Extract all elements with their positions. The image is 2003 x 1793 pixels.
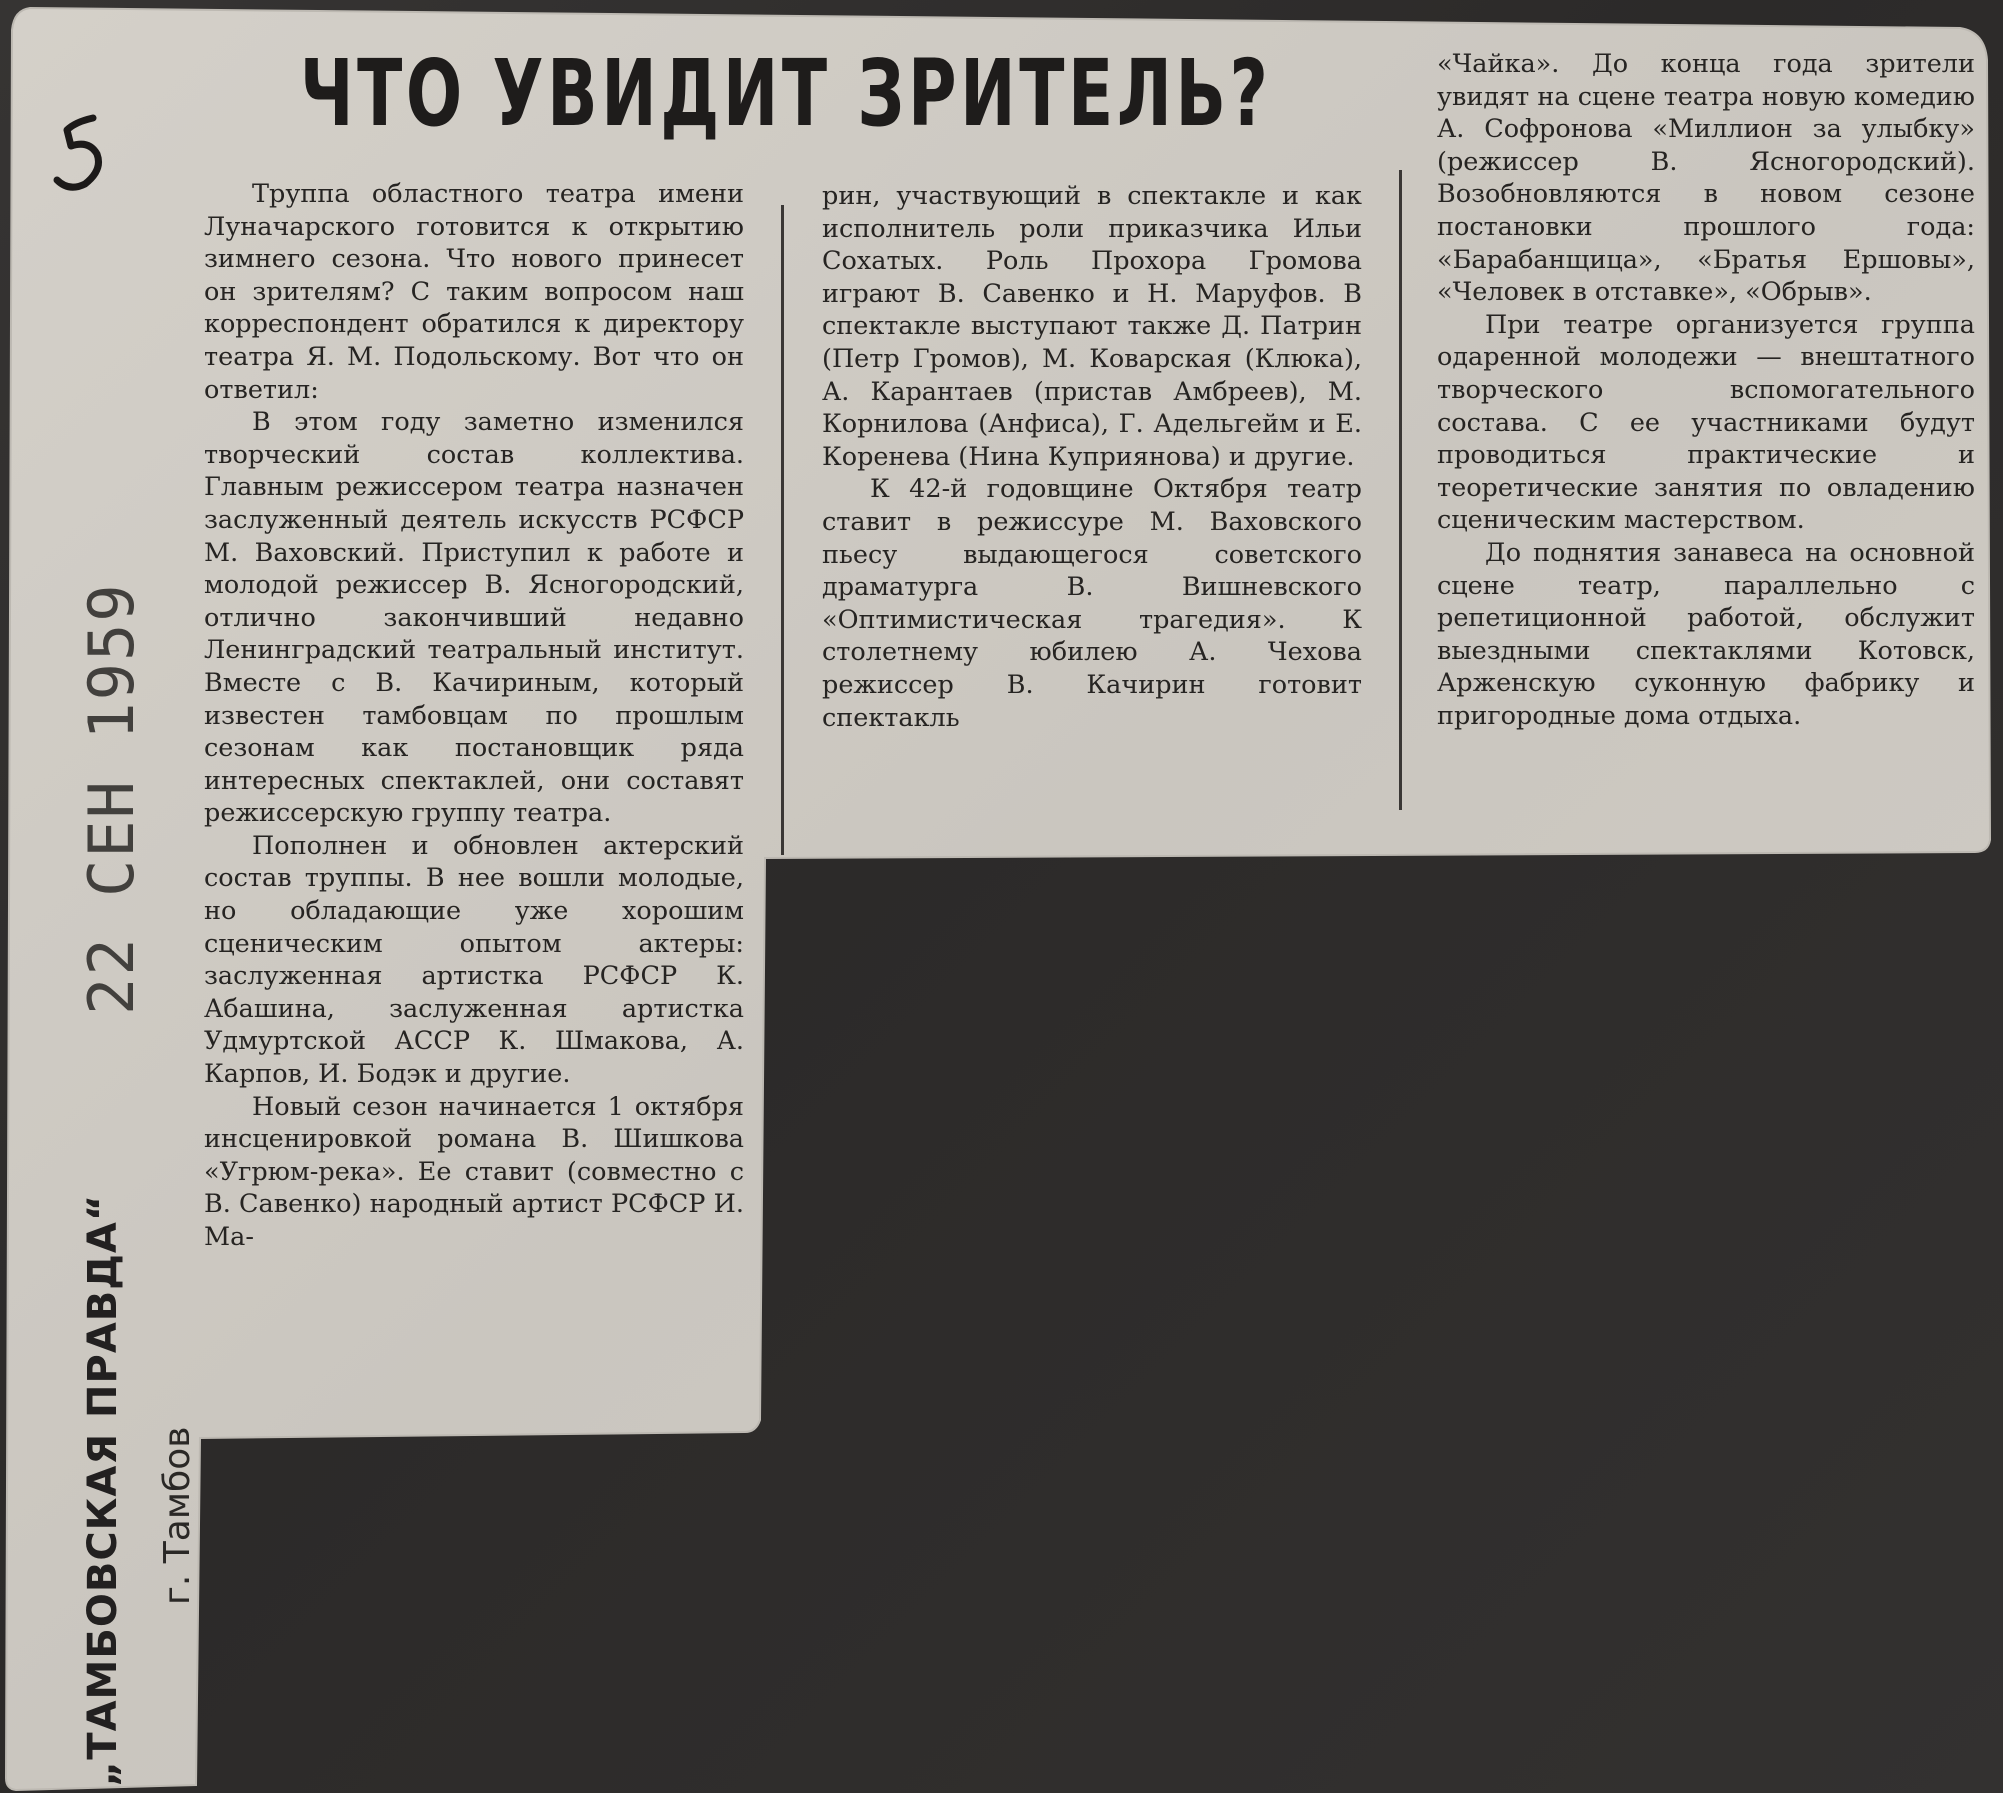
article-paragraph: При театре организуется группа одаренной молодежи — внештатного творческого вспомогательного состава. С ее участниками будут проводиться практические и теоретические занятия по овладению сценическим мастерством. [1437,309,1975,536]
article-column-3 [1437,48,1975,732]
date-stamp: 22 СЕН 1959 [75,582,148,1015]
article-paragraph: В этом году заметно изменился творческий состав коллектива. Главным режиссером театра назначен заслуженный деятель искусств РСФСР М. Ваховский. Приступил к работе и молодой режиссер В. Ясногородский, отлично закончивший недавно Ленинградский театральный институт. Вместе с В. Качириным, который известен тамбовцам по прошлым сезонам как постановщик ряда интересных спектаклей, они составят режиссерскую группу театра. [204,407,744,829]
headline: ЧТО УВИДИТ ЗРИТЕЛЬ? [300,40,1272,147]
article-paragraph: К 42-й годовщине Октября театр ставит в режиссуре М. Ваховского пьесу выдающегося советского драматурга В. Вишневского «Оптимистическая трагедия». К столетнему юбилею А. Чехова режиссер В. Качирин готовит спектакль [822,474,1362,733]
article-paragraph: «Чайка». До конца года зрители увидят на сцене театра новую комедию А. Софронова «Миллион за улыбку» (режиссер В. Ясногородский). Возобновляются в новом сезоне постановки прошлого года: «Барабанщица», «Братья Ершовы», «Человек в отставке», «Обрыв». [1437,49,1975,308]
newspaper-source-name: „ТАМБОВСКАЯ ПРАВДА“ [80,1193,126,1787]
article-paragraph: рин, участвующий в спектакле и как исполнитель роли приказчика Ильи Сохатых. Роль Прохора Громова играют В. Савенко и Н. Маруфов. В спектакле выступают также Д. Патрин (Петр Громов), М. Коварская (Клюка), А. Карантаев (пристав Амбреев), М. Корнилова (Анфиса), Г. Адельгейм и Е. Коренева (Нина Куприянова) и другие. [822,181,1362,472]
article-paragraph: Труппа областного театра имени Луначарского готовится к открытию зимнего сезона. Что нового принесет он зрителям? С таким вопросом наш корреспондент обратился к директору театра Я. М. Подольскому. Вот что он ответил: [204,179,744,405]
column-divider [1399,170,1402,810]
handwritten-mark-icon [45,110,115,200]
newspaper-source-city: г. Тамбов [157,1426,198,1605]
article-paragraph: Новый сезон начинается 1 октября инсценировкой романа В. Шишкова «Угрюм-река». Ее ставит (совместно с В. Савенко) народный артист РСФСР И. Ма- [204,1091,744,1252]
article-paragraph: Пополнен и обновлен актерский состав труппы. В нее вошли молодые, но обладающие уже хорошим сценическим опытом актеры: заслуженная артистка РСФСР К. Абашина, заслуженная артистка Удмуртской АССР К. Шмакова, А. Карпов, И. Бодэк и другие. [204,830,744,1090]
column-divider [781,205,784,855]
article-paragraph: До поднятия занавеса на основной сцене театр, параллельно с репетиционной работой, обслужит выездными спектаклями Котовск, Арженскую суконную фабрику и пригородные дома отдыха. [1437,537,1975,731]
article-column-1 [204,178,744,1254]
article-column-2 [822,180,1362,734]
